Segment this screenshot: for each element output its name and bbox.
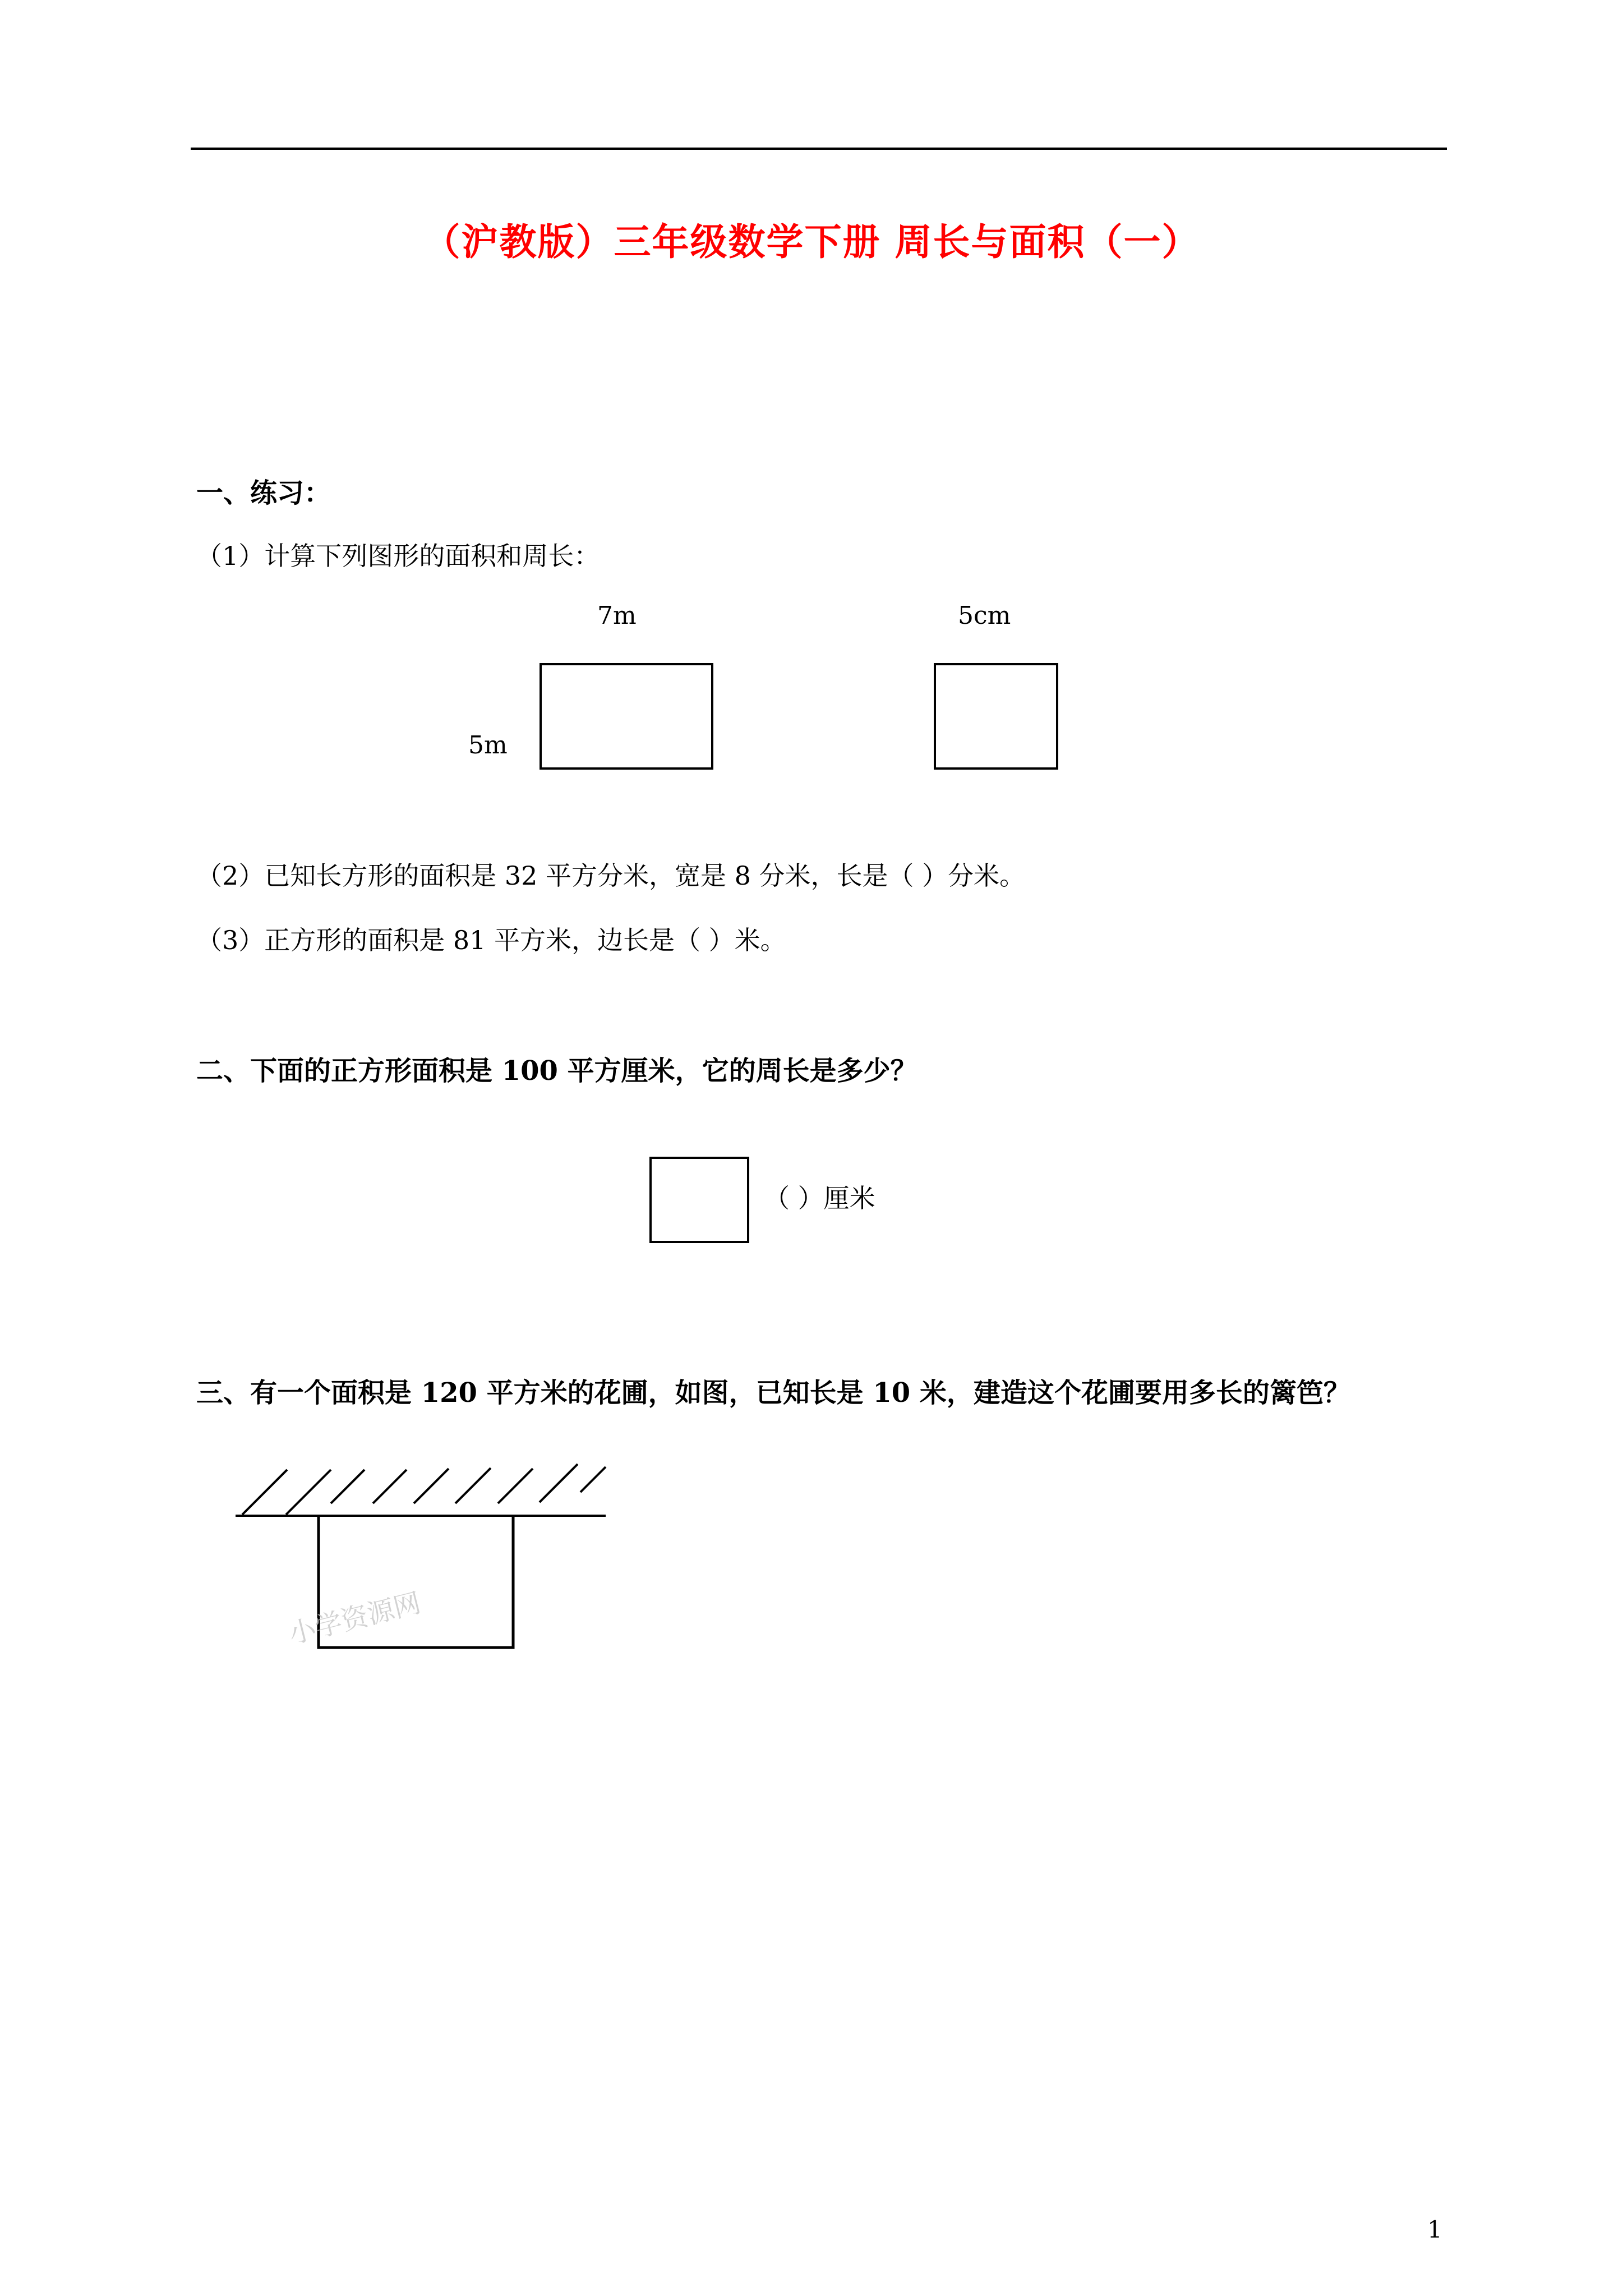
section-3-heading: 三、有一个面积是 120 平方米的花圃，如图，已知长是 10 米，建造这个花圃要用多长的篱笆？ — [196, 1377, 1350, 1409]
page-number: 1 — [1427, 2216, 1442, 2243]
watermark: 小学资源网 — [285, 1587, 424, 1650]
question-3: （3）正方形的面积是 81 平方米，边长是（ ）米。 — [196, 925, 786, 955]
perimeter-answer-label: （ ）厘米 — [764, 1183, 875, 1213]
question-2: （2）已知长方形的面积是 32 平方分米，宽是 8 分米，长是（ ）分米。 — [196, 861, 1026, 891]
square-top-label: 5cm — [958, 601, 1011, 630]
rectangle-side-label: 5m — [468, 731, 508, 760]
section-1-heading: 一、练习： — [196, 477, 331, 509]
section-2-heading: 二、下面的正方形面积是 100 平方厘米，它的周长是多少？ — [196, 1055, 917, 1087]
question-1: （1）计算下列图形的面积和周长： — [196, 541, 600, 571]
page-title: （沪教版）三年级数学下册 周长与面积（一） — [423, 220, 1200, 264]
rectangle-top-label: 7m — [597, 601, 637, 630]
wall-hatching — [242, 1464, 606, 1515]
